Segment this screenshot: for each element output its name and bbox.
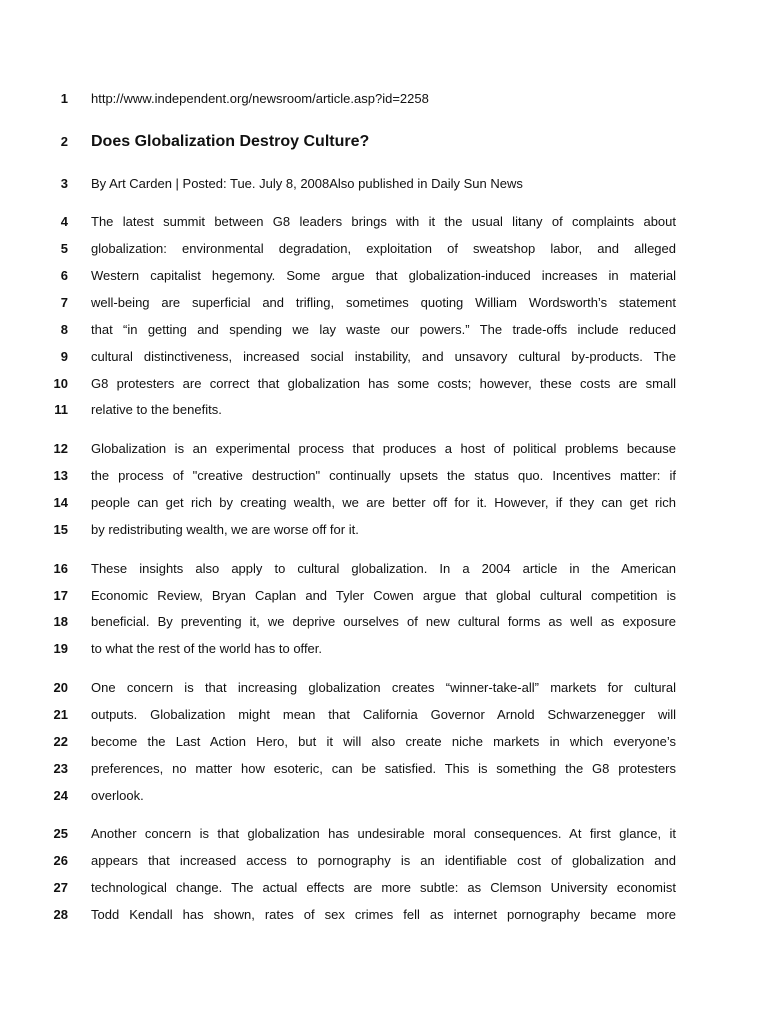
line-number: 25 — [53, 826, 68, 841]
line-number: 4 — [60, 214, 68, 229]
body-text-line: well-being are superficial and trifling, sometimes quoting William Wordsworth’s statement — [91, 295, 676, 310]
line-number: 10 — [53, 376, 68, 391]
body-text-line: G8 protesters are correct that globalization has some costs; however, these costs are small — [91, 376, 676, 391]
line-18 — [0, 608, 768, 635]
line-number: 13 — [53, 468, 68, 483]
body-text-line: Economic Review, Bryan Caplan and Tyler Cowen argue that global cultural competition is — [91, 588, 676, 603]
line-number: 16 — [53, 561, 68, 576]
line-21 — [0, 701, 768, 728]
line-number: 14 — [53, 495, 68, 510]
line-number: 17 — [53, 588, 68, 603]
line-23 — [0, 755, 768, 782]
body-text-line: preferences, no matter how esoteric, can be satisfied. This is something the G8 protesters — [91, 761, 676, 776]
line-4 — [0, 208, 768, 235]
line-2 — [0, 128, 768, 155]
body-text-line: One concern is that increasing globalization creates “winner-take-all” markets for cultural — [91, 680, 676, 695]
body-text-line: to what the rest of the world has to offer. — [91, 641, 323, 656]
line-15 — [0, 516, 768, 543]
line-11 — [0, 396, 768, 423]
line-8 — [0, 316, 768, 343]
line-number: 5 — [60, 241, 68, 256]
body-text-line: cultural distinctiveness, increased social instability, and unsavory cultural by-products. The — [91, 349, 676, 364]
line-number: 19 — [53, 641, 68, 656]
line-3 — [0, 170, 768, 197]
body-text-line: appears that increased access to pornography is an identifiable cost of globalization and — [91, 853, 676, 868]
line-10 — [0, 370, 768, 397]
line-number: 23 — [53, 761, 68, 776]
body-text-line: technological change. The actual effects are more subtle: as Clemson University economist — [91, 880, 676, 895]
line-number: 6 — [60, 268, 68, 283]
line-number: 22 — [53, 734, 68, 749]
line-number: 7 — [60, 295, 68, 310]
line-7 — [0, 289, 768, 316]
line-number: 27 — [53, 880, 68, 895]
line-number: 11 — [54, 402, 68, 417]
line-number: 8 — [60, 322, 68, 337]
body-text-line: overlook. — [91, 788, 144, 803]
body-text-line: by redistributing wealth, we are worse off for it. — [91, 522, 359, 537]
body-text-line: Western capitalist hegemony. Some argue that globalization-induced increases in material — [91, 268, 676, 283]
line-20 — [0, 674, 768, 701]
line-9 — [0, 343, 768, 370]
body-text-line: Another concern is that globalization has undesirable moral consequences. At first glance, it — [91, 826, 676, 841]
line-number: 20 — [53, 680, 68, 695]
line-14 — [0, 489, 768, 516]
line-number: 2 — [60, 134, 68, 149]
body-text-line: Todd Kendall has shown, rates of sex crimes fell as internet pornography became more — [91, 907, 676, 922]
line-number: 1 — [60, 91, 68, 106]
line-28 — [0, 901, 768, 928]
body-text-line: outputs. Globalization might mean that California Governor Arnold Schwarzenegger will — [91, 707, 676, 722]
line-number: 9 — [60, 349, 68, 364]
line-26 — [0, 847, 768, 874]
body-text-line: the process of "creative destruction" continually upsets the status quo. Incentives matter: if — [91, 468, 676, 483]
line-number: 24 — [53, 788, 68, 803]
line-17 — [0, 582, 768, 609]
article-title: Does Globalization Destroy Culture? — [91, 133, 370, 150]
body-text-line: people can get rich by creating wealth, we are better off for it. However, if they can get rich — [91, 495, 676, 510]
line-5 — [0, 235, 768, 262]
line-24 — [0, 782, 768, 809]
source-url: http://www.independent.org/newsroom/article.asp?id=2258 — [91, 91, 429, 106]
line-number: 28 — [53, 907, 68, 922]
line-number: 3 — [60, 176, 68, 191]
body-text-line: that “in getting and spending we lay waste our powers.” The trade-offs include reduced — [91, 322, 676, 337]
line-16 — [0, 555, 768, 582]
line-27 — [0, 874, 768, 901]
line-13 — [0, 462, 768, 489]
body-text-line: beneficial. By preventing it, we deprive ourselves of new cultural forms as well as exposure — [91, 614, 676, 629]
line-number: 26 — [53, 853, 68, 868]
line-number: 15 — [53, 522, 68, 537]
line-12 — [0, 435, 768, 462]
body-text-line: The latest summit between G8 leaders brings with it the usual litany of complaints about — [91, 214, 676, 229]
line-25 — [0, 820, 768, 847]
body-text-line: These insights also apply to cultural globalization. In a 2004 article in the American — [91, 561, 676, 576]
body-text-line: Globalization is an experimental process that produces a host of political problems because — [91, 441, 676, 456]
line-number: 21 — [53, 707, 68, 722]
line-number: 12 — [53, 441, 68, 456]
line-1 — [0, 85, 768, 112]
body-text-line: become the Last Action Hero, but it will also create niche markets in which everyone’s — [91, 734, 676, 749]
line-22 — [0, 728, 768, 755]
line-19 — [0, 635, 768, 662]
line-6 — [0, 262, 768, 289]
line-number: 18 — [53, 614, 68, 629]
body-text-line: relative to the benefits. — [91, 402, 222, 417]
body-text-line: globalization: environmental degradation, exploitation of sweatshop labor, and alleged — [91, 241, 676, 256]
byline: By Art Carden | Posted: Tue. July 8, 2008Also published in Daily Sun News — [91, 176, 523, 191]
